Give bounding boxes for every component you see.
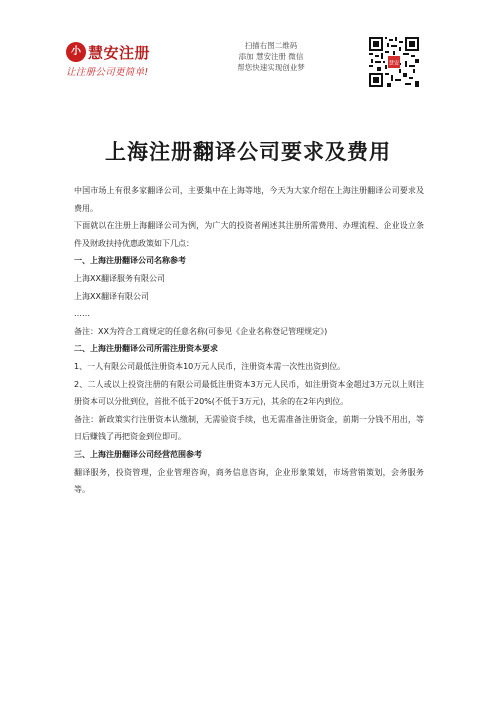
- logo-badge-icon: 小: [66, 42, 86, 62]
- section-heading: 三、上海注册翻译公司经营范围参考: [74, 449, 202, 459]
- paragraph: 上海XX翻译服务有限公司: [74, 273, 165, 283]
- qr-code-icon: [369, 37, 419, 87]
- paragraph: 备注：新政策实行注册资本认缴制，无需验资手续，也无需准备注册资金，前期一分钱不用出，等日后赚钱了再把资金到位即可。: [74, 414, 424, 442]
- page-title: 上海注册翻译公司要求及费用: [105, 140, 391, 164]
- qr-caption: [226, 40, 316, 73]
- qr-caption-line: 帮您快速实现创业梦: [237, 63, 305, 72]
- page-header: [0, 0, 496, 100]
- paragraph: 备注：XX为符合工商规定的任意名称(可参见《企业名称登记管理规定》): [74, 326, 328, 336]
- paragraph: 1、一人有限公司最低注册资本10万元人民币，注册资本需一次性出资到位。: [74, 361, 346, 371]
- section-heading: 二、上海注册翻译公司所需注册资本要求: [74, 344, 218, 354]
- paragraph: 2、二人或以上投资注册的有限公司最低注册资本3万元人民币，如注册资本金超过3万元以上则注册资本可以分批到位，首批不低于20%(不低于3万元)，其余的在2年内到位。: [74, 379, 424, 407]
- logo-slogan: 让注册公司更简单!: [66, 67, 149, 78]
- paragraph: ……: [74, 309, 90, 319]
- section-heading: 一、上海注册翻译公司名称参考: [74, 256, 186, 266]
- paragraph: 中国市场上有很多家翻译公司，主要集中在上海等地，今天为大家介绍在上海注册翻译公司要求及费用。: [74, 186, 424, 213]
- logo-name: 慧安注册: [88, 44, 151, 62]
- qr-caption-line: 扫描右图二维码: [244, 41, 298, 50]
- brand-logo: [66, 42, 176, 78]
- qr-caption-line: 添加 慧安注册 微信: [238, 52, 304, 61]
- paragraph: 上海XX翻译有限公司: [74, 291, 149, 301]
- paragraph: 下面就以在注册上海翻译公司为例，为广大的投资者阐述其注册所需费用、办理流程、企业设立条件及财政扶持优惠政策如下几点：: [74, 221, 424, 248]
- article-body: [74, 182, 424, 499]
- paragraph: 翻译服务，投资管理，企业管理咨询，商务信息咨询，企业形象策划，市场营销策划，会务服务等。: [74, 467, 424, 495]
- qr-center-label: 慧安: [388, 60, 400, 67]
